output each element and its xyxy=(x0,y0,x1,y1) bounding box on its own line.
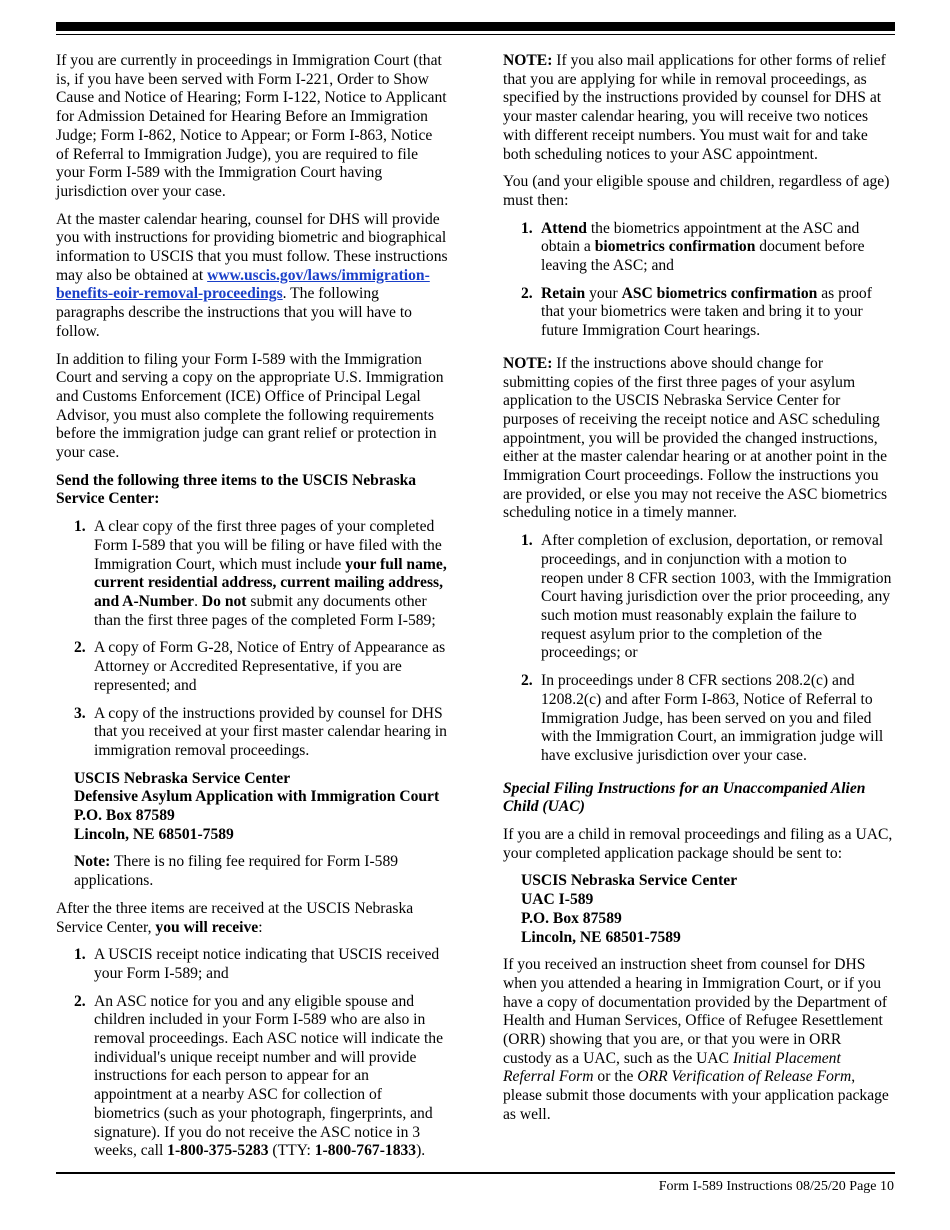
paragraph-after-received: After the three items are received at the USCIS Nebraska Service Center, you will receive: xyxy=(56,899,414,936)
list-item: 3. A copy of the instructions provided by counsel for DHS that you received at your first master calendar hearing in immigration removal proceedings. xyxy=(74,704,447,759)
send-items-heading: Send the following three items to the USCIS Nebraska Service Center: xyxy=(56,471,417,508)
list-item: 1. A clear copy of the first three pages of your completed Form I-589 that you will be filing or have filed with the Immigration Court, which must include your full name, current residential address, current mailing address, and A-Number. Do not submit any documents other than the first three pages of the completed Form I-589; xyxy=(74,518,447,629)
list-item: 2. A copy of Form G-28, Notice of Entry of Appearance as Attorney or Accredited Representative, if you are represented; and xyxy=(74,639,446,694)
uac-heading: Special Filing Instructions for an Unaccompanied Alien Child (UAC) xyxy=(503,779,866,816)
list-item: 1. A USCIS receipt notice indicating that USCIS received your Form I-589; and xyxy=(74,946,440,982)
paragraph-uac: If you are a child in removal proceedings and filing as a UAC, your completed application package should be sent to: xyxy=(503,826,893,862)
right-column xyxy=(503,52,893,1134)
list-item: 2. An ASC notice for you and any eligible spouse and children included in your Form I-589 who are also in removal proceedings. Each ASC notice will indicate the individual's unique receipt number and will provide instructions for each person to appear for an appointment at a nearby ASC for collection of biometrics (such as your photograph, fingerprints, and signature). If you do not receive the ASC notice in 3 weeks, call 1-800-375-5283 (TTY: 1-800-767-1833). xyxy=(74,992,444,1160)
must-list xyxy=(503,220,893,341)
paragraph-immigration-court: If you are currently in proceedings in Immigration Court (that is, if you have been served with Form I-221, Order to Show Cause and Notice of Hearing; Form I-122, Notice to Applicant for Admission Detained for Hearing Before an Immigration Judge; Form I-862, Notice to Appear; or Form I-863, Notice of Referral to Immigration Judge), you are required to file your Form I-589 with the Immigration Court having jurisdiction over your case. xyxy=(56,52,447,200)
list-item: 1. After completion of exclusion, deportation, or removal proceedings, and in conjunction with a motion to reopen under 8 CFR section 1003, with the Immigration Court having jurisdiction over the prior proceeding, any such motion must reasonably explain the failure to request asylum prior to the completion of the proceedings; or xyxy=(521,532,892,662)
paragraph-master-calendar: At the master calendar hearing, counsel for DHS will provide you with instructions for providing biometric and biographical information to USCIS that you must follow. These instructions may also be obtained at www.uscis.gov/laws/immigration-benefits-eoir-removal-proceedings. The following paragraphs describe the instructions that you will have to follow. xyxy=(56,210,448,340)
top-rule-thin xyxy=(56,34,895,35)
note-other-relief: NOTE: If you also mail applications for other forms of relief that you are applying for while in removal proceedings, as specified by the instructions provided by counsel for DHS at your master calendar hearing, you will receive two notices with different receipt numbers. You must wait for and take both scheduling notices to your ASC appointment. xyxy=(503,52,886,163)
list-item: 2. Retain your ASC biometrics confirmation as proof that your biometrics were taken and bring it to your future Immigration Court hearings. xyxy=(521,284,872,340)
paragraph-requirements: In addition to filing your Form I-589 with the Immigration Court and serving a copy on the appropriate U.S. Immigration and Customs Enforcement (ICE) Office of Principal Legal Advisor, you must also complete the following requirements before the immigration judge can grant relief or protection in your case. xyxy=(56,350,444,462)
filing-fee-note: Note: There is no filing fee required for Form I-589 applications. xyxy=(74,853,399,890)
list-item: 1. Attend the biometrics appointment at the ASC and obtain a biometrics confirmation document before leaving the ASC; and xyxy=(521,219,865,275)
note-instructions-change: NOTE: If the instructions above should change for submitting copies of the first three pages of your asylum application to the USCIS Nebraska Service Center for purposes of receiving the receipt notice and ASC scheduling appointment, you will be provided the changed instructions, either at the master calendar hearing or at another point in the Immigration Court proceedings. Follow the instructions you are provided, or else you may not receive the ASC biometrics scheduling notice in a timely manner. xyxy=(503,354,888,522)
paragraph-must-then: You (and your eligible spouse and children, regardless of age) must then: xyxy=(503,173,890,209)
mailing-address-uac: USCIS Nebraska Service Center UAC I-589 P.O. Box 87589 Lincoln, NE 68501-7589 xyxy=(521,872,738,946)
receive-list xyxy=(56,946,448,1161)
exception-list xyxy=(503,532,893,765)
uscis-eoir-link[interactable]: www.uscis.gov/laws/immigration-benefits-eoir-removal-proceedings xyxy=(56,266,430,303)
list-item: 2. In proceedings under 8 CFR sections 208.2(c) and 1208.2(c) and after Form I-863, Notice of Referral to Immigration Judge, has been served on you and filed with the Immigration Court, an immigration judge will have exclusive jurisdiction over your case. xyxy=(521,672,884,764)
mailing-address-defensive: USCIS Nebraska Service Center Defensive Asylum Application with Immigration Court P.O. Box 87589 Lincoln, NE 68501-7589 xyxy=(74,769,440,843)
page-footer: Form I-589 Instructions 08/25/20 Page 10 xyxy=(658,1179,894,1194)
left-column xyxy=(56,52,448,1170)
send-items-list xyxy=(56,518,448,760)
bottom-rule xyxy=(56,1172,895,1174)
top-rule xyxy=(56,22,895,31)
paragraph-orr-documentation: If you received an instruction sheet from counsel for DHS when you attended a hearing in Immigration Court, or if you have a copy of documentation provided by the Department of Health and Human Services, Office of Refugee Resettlement (ORR) showing that you are, or that you were in ORR custody as a UAC, such as the UAC Initial Placement Referral Form or the ORR Verification of Release Form, please submit those documents with your application package as well. xyxy=(503,956,889,1123)
